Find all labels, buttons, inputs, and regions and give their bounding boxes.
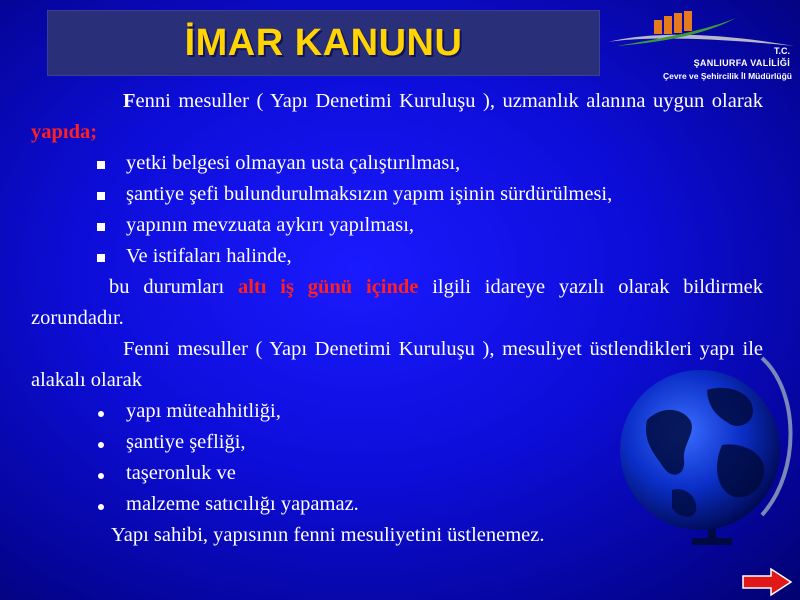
round-bullet-icon xyxy=(98,411,104,417)
round-bullet-icon xyxy=(98,504,104,510)
paragraph-2-after: ilgili idareye yazılı olarak bildirmek zorundadır. xyxy=(31,276,763,329)
list-item: yapı müteahhitliği, xyxy=(31,396,763,427)
round-bullet-icon xyxy=(98,473,104,479)
list-item: taşeronluk ve xyxy=(31,458,763,489)
next-arrow-icon xyxy=(743,569,791,595)
list-item: Ve istifaları halinde, xyxy=(31,241,763,272)
page-title: İMAR KANUNU xyxy=(184,22,463,64)
paragraph-1 xyxy=(31,86,763,148)
round-bullet-icon xyxy=(98,442,104,448)
list-item: yapının mevzuata aykırı yapılması, xyxy=(31,210,763,241)
paragraph-2 xyxy=(31,272,763,334)
paragraph-1-highlight: yapıda; xyxy=(31,121,98,143)
list-item: yetki belgesi olmayan usta çalıştırılması, xyxy=(31,148,763,179)
paragraph-1-initial: F xyxy=(123,90,136,112)
bullet-list-1 xyxy=(31,148,763,272)
square-bullet-icon xyxy=(97,223,105,231)
list-item: şantiye şefi bulundurulmaksızın yapım işinin sürdürülmesi, xyxy=(31,179,763,210)
list-item: şantiye şefliği, xyxy=(31,427,763,458)
logo-tc: T.C. xyxy=(773,46,790,56)
globe-icon xyxy=(612,350,794,560)
paragraph-1-text: enni mesuller ( Yapı Denetimi Kuruluşu ), uzmanlık alanına uygun olarak xyxy=(135,90,763,112)
closing-line: Yapı sahibi, yapısının fenni mesuliyetini üstlenemez. xyxy=(111,524,545,546)
square-bullet-icon xyxy=(97,161,105,169)
logo-directorate: Çevre ve Şehircilik İl Müdürlüğü xyxy=(663,71,792,81)
title-box xyxy=(47,10,600,76)
list-item: malzeme satıcılığı yapamaz. xyxy=(31,489,763,520)
ministry-logo xyxy=(606,8,796,84)
paragraph-2-before: bu durumları xyxy=(109,276,238,298)
square-bullet-icon xyxy=(97,254,105,262)
logo-governorship: ŞANLIURFA VALİLİĞİ xyxy=(693,58,790,68)
paragraph-2-highlight: altı iş günü içinde xyxy=(237,276,419,298)
square-bullet-icon xyxy=(97,192,105,200)
paragraph-3: Fenni mesuller ( Yapı Denetimi Kuruluşu ), mesuliyet üstlendikleri yapı ile alakalı olarak xyxy=(31,338,763,391)
next-slide-button[interactable] xyxy=(741,567,793,597)
logo-emblem-icon xyxy=(606,8,796,48)
